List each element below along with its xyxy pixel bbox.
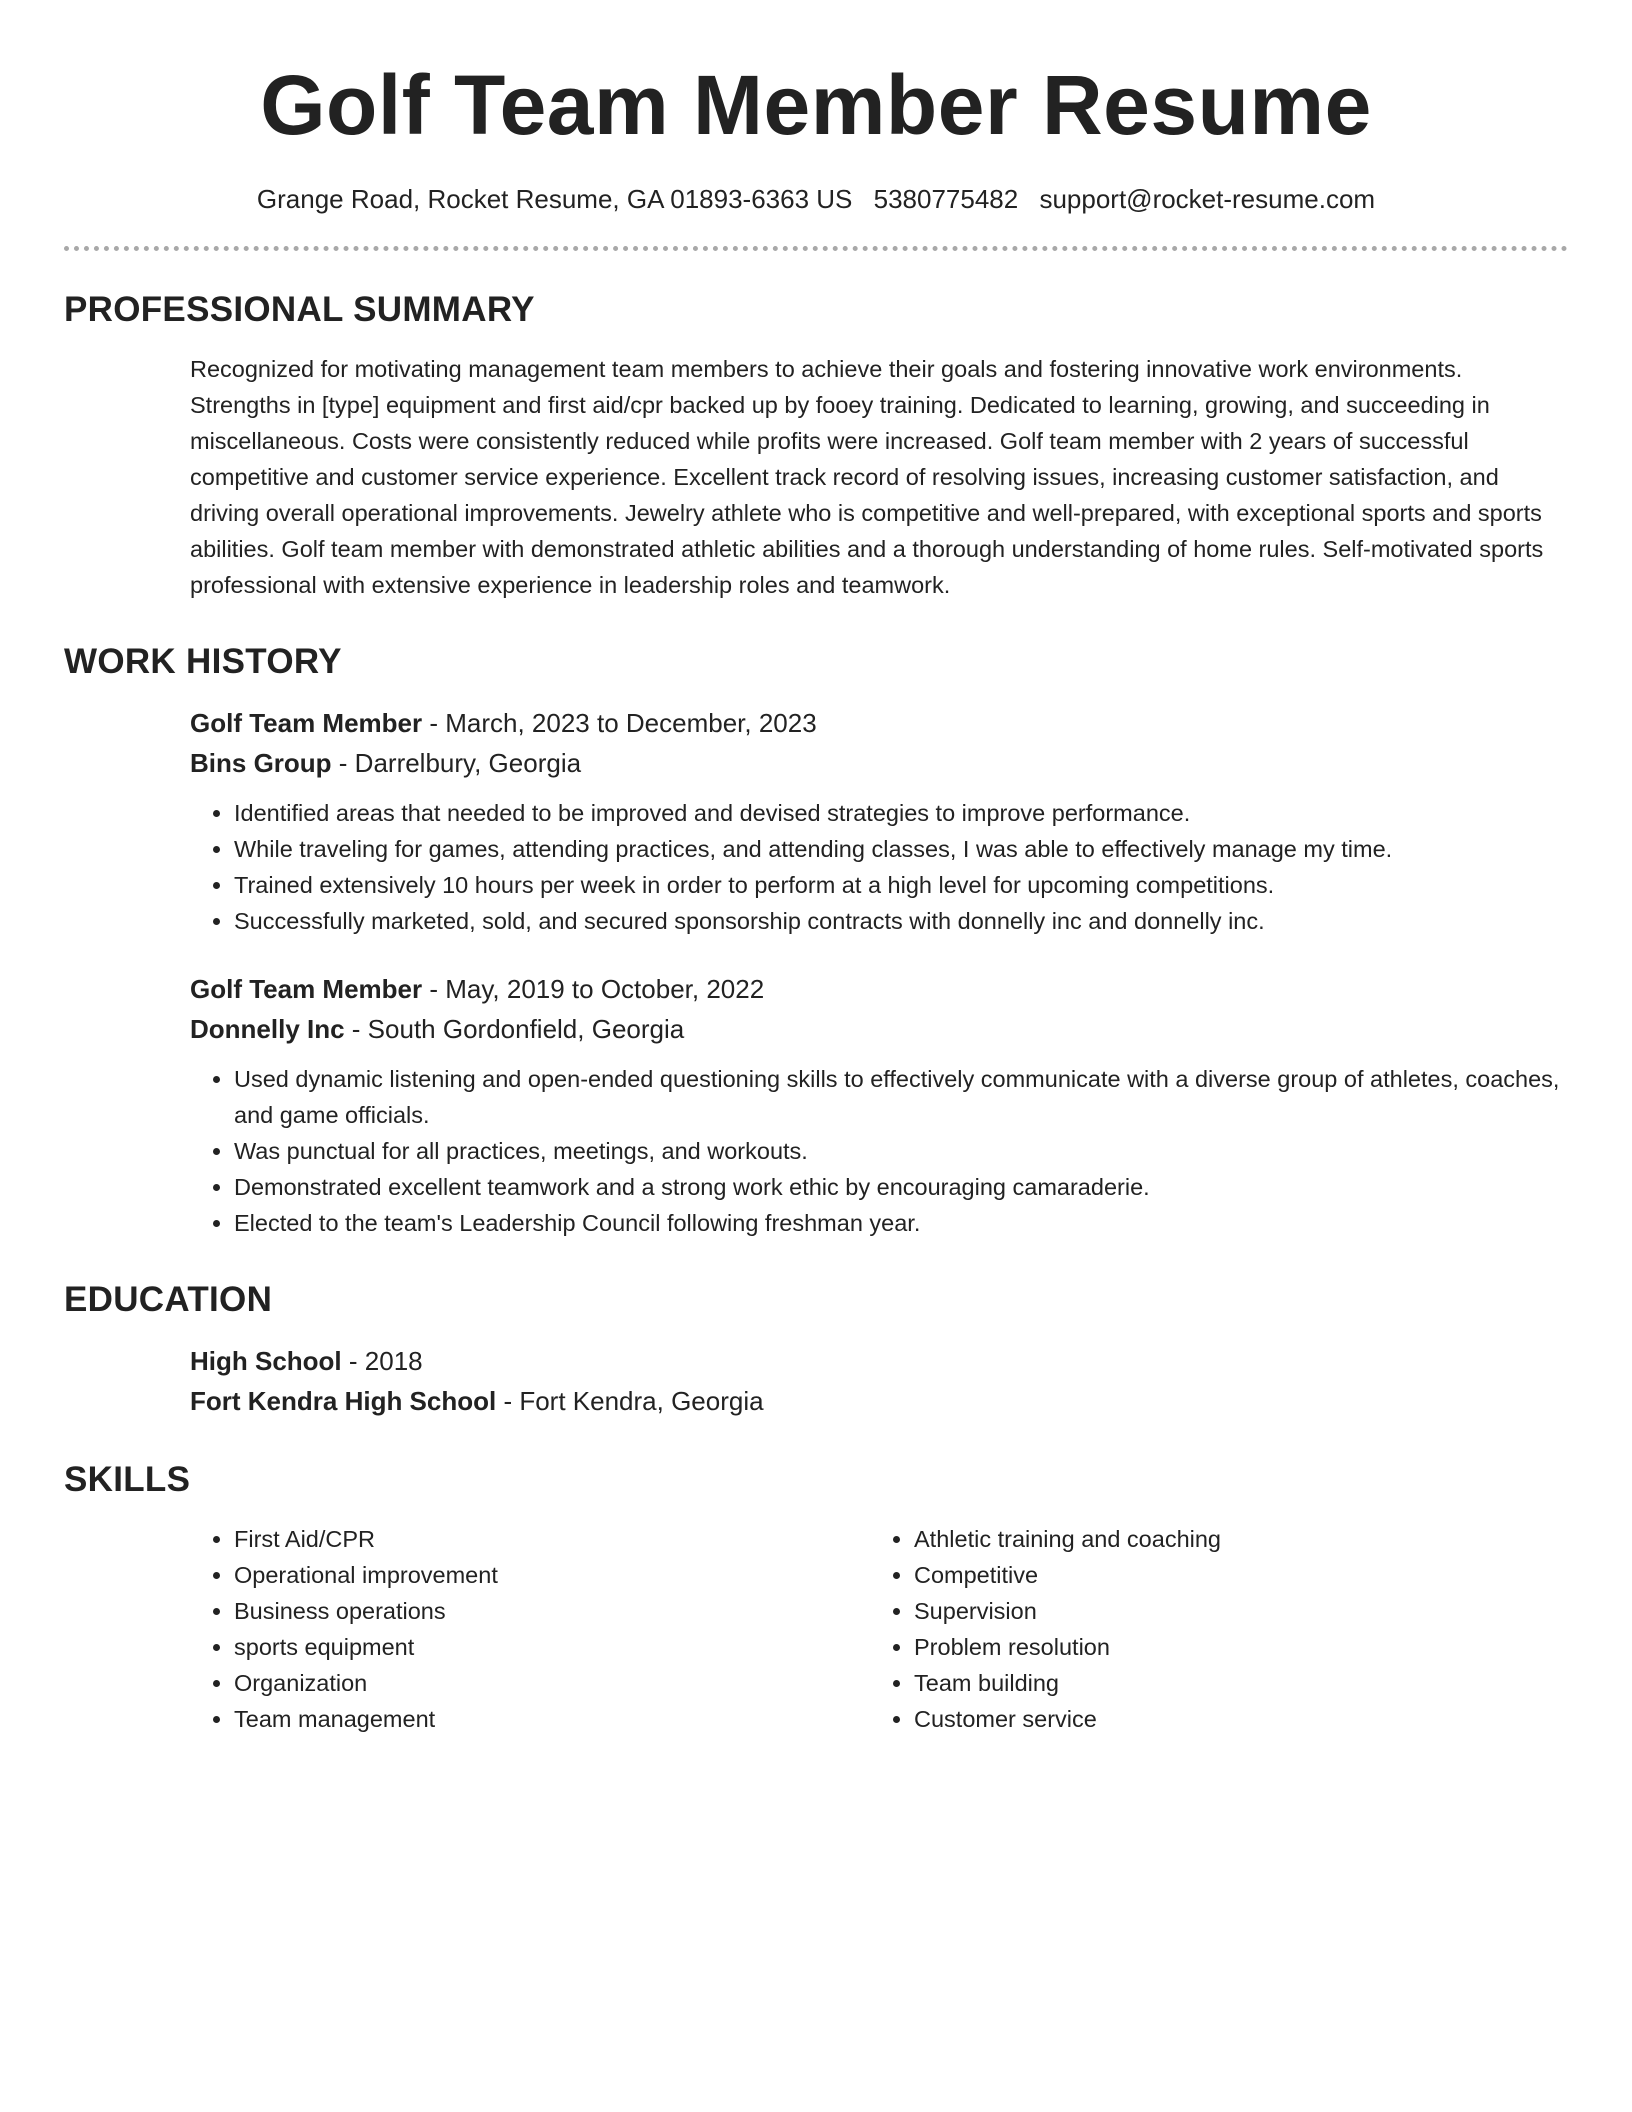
job-bullet: • Used dynamic listening and open-ended questioning skills to effectively communicate with a diverse group of athletes, coaches, and game officials.	[234, 1061, 1568, 1133]
skill-item: • Organization	[234, 1665, 870, 1701]
skills-column-left	[190, 1521, 870, 1737]
summary-heading: PROFESSIONAL SUMMARY	[64, 290, 535, 329]
job-location: - South Gordonfield, Georgia	[344, 1014, 685, 1044]
skill-item: • Competitive	[914, 1557, 1550, 1593]
skill-item: • Customer service	[914, 1701, 1550, 1737]
job-bullets	[190, 1061, 1568, 1241]
education-degree-line	[190, 1341, 1568, 1381]
resume-title: Golf Team Member Resume	[260, 58, 1372, 152]
education-section	[64, 1279, 1568, 1421]
job-role: Golf Team Member	[190, 708, 423, 738]
skills-section	[64, 1459, 1568, 1737]
job-role: Golf Team Member	[190, 974, 423, 1004]
skill-item: • Athletic training and coaching	[914, 1521, 1550, 1557]
job-location: - Darrelbury, Georgia	[331, 748, 582, 778]
job-role-line	[190, 703, 1568, 743]
skill-item: • Operational improvement	[234, 1557, 870, 1593]
work-history-section	[64, 641, 1568, 1241]
skill-item: • sports equipment	[234, 1629, 870, 1665]
job-company: Bins Group	[190, 748, 332, 778]
job-company-line	[190, 743, 1568, 783]
contact-address: Grange Road, Rocket Resume, GA 01893-6363 US	[256, 184, 853, 214]
job-bullet: • Successfully marketed, sold, and secured sponsorship contracts with donnelly inc and donnelly inc.	[234, 903, 1568, 939]
education-degree: High School	[190, 1346, 342, 1376]
job-bullet: • Was punctual for all practices, meetings, and workouts.	[234, 1133, 1568, 1169]
work-history-heading: WORK HISTORY	[64, 642, 342, 681]
education-location: - Fort Kendra, Georgia	[496, 1386, 764, 1416]
contact-line	[64, 182, 1568, 216]
job-role-line	[190, 969, 1568, 1009]
skill-item: • Supervision	[914, 1593, 1550, 1629]
job-bullet: • Trained extensively 10 hours per week in order to perform at a high level for upcoming competitions.	[234, 867, 1568, 903]
job-bullet: • While traveling for games, attending practices, and attending classes, I was able to effectively manage my time.	[234, 831, 1568, 867]
skill-item: • Problem resolution	[914, 1629, 1550, 1665]
education-year: - 2018	[341, 1346, 423, 1376]
job-entry	[190, 703, 1568, 939]
skill-item: • First Aid/CPR	[234, 1521, 870, 1557]
education-heading: EDUCATION	[64, 1280, 273, 1319]
job-dates: - May, 2019 to October, 2022	[422, 974, 765, 1004]
contact-phone: 5380775482	[873, 184, 1019, 214]
job-bullet: • Identified areas that needed to be improved and devised strategies to improve performance.	[234, 795, 1568, 831]
summary-section	[64, 289, 1568, 603]
summary-text: Recognized for motivating management team members to achieve their goals and fostering innovative work environments. Strengths in [type] equipment and first aid/cpr backed up by fooey training. Dedicated to learning, growing, and succeeding in miscellaneous. Costs were consistently reduced while profits were increased. Golf team member with 2 years of successful competitive and customer service experience. Excellent track record of resolving issues, increasing customer satisfaction, and driving overall operational improvements. Jewelry athlete who is competitive and well-prepared, with exceptional sports and sports abilities. Golf team member with demonstrated athletic abilities and a thorough understanding of home rules. Self-motivated sports professional with extensive experience in leadership roles and teamwork.	[190, 356, 1544, 598]
header-divider	[64, 246, 1568, 251]
education-school: Fort Kendra High School	[190, 1386, 497, 1416]
job-entry	[190, 969, 1568, 1241]
skill-item: • Team management	[234, 1701, 870, 1737]
skill-item: • Team building	[914, 1665, 1550, 1701]
job-bullet: • Elected to the team's Leadership Council following freshman year.	[234, 1205, 1568, 1241]
job-dates: - March, 2023 to December, 2023	[422, 708, 817, 738]
job-bullets	[190, 795, 1568, 939]
contact-email: support@rocket-resume.com	[1039, 184, 1376, 214]
education-school-line	[190, 1381, 1568, 1421]
skills-column-right	[870, 1521, 1550, 1737]
job-bullet: • Demonstrated excellent teamwork and a strong work ethic by encouraging camaraderie.	[234, 1169, 1568, 1205]
skills-grid	[190, 1521, 1568, 1737]
job-company-line	[190, 1009, 1568, 1049]
job-company: Donnelly Inc	[190, 1014, 345, 1044]
skills-heading: SKILLS	[64, 1460, 191, 1499]
skill-item: • Business operations	[234, 1593, 870, 1629]
